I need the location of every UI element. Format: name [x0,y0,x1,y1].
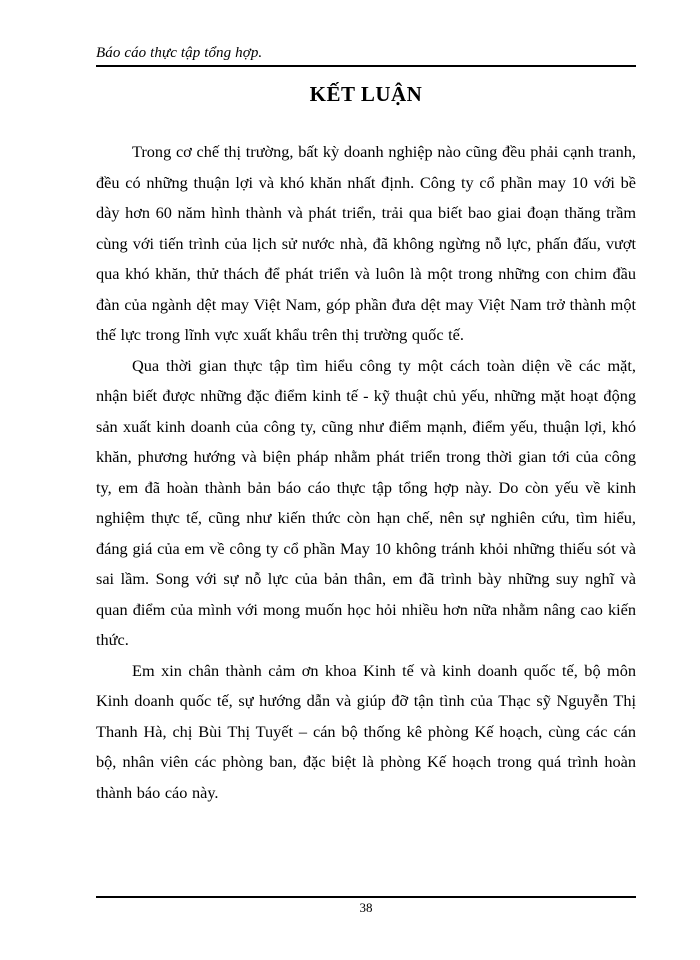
page-number: 38 [359,900,373,915]
header-divider [96,65,636,67]
footer-divider [96,896,636,898]
paragraph-3: Em xin chân thành cảm ơn khoa Kinh tế và kinh doanh quốc tế, bộ môn Kinh doanh quốc tế, sự hướng dẫn và giúp đỡ tận tình của Thạc sỹ Nguyễn Thị Thanh Hà, chị Bùi Thị Tuyết – cán bộ thống kê phòng Kế hoạch, cùng các cán bộ, nhân viên các phòng ban, đặc biệt là phòng Kế hoạch trong quá trình hoàn thành báo cáo này. [96,660,636,802]
body-text [96,137,636,808]
running-header: Báo cáo thực tập tổng hợp. [96,45,263,61]
paragraph-2: Qua thời gian thực tập tìm hiểu công ty một cách toàn diện về các mặt, nhận biết được những đặc điểm kinh tế - kỹ thuật chủ yếu, những mặt hoạt động sản xuất kinh doanh của công ty, cũng như điểm mạnh, điểm yếu, thuận lợi, khó khăn, phương hướng và biện pháp nhằm phát triển trong thời gian tới của công ty, em đã hoàn thành bản báo cáo thực tập tổng hợp này. Do còn yếu về kinh nghiệm thực tế, cũng như kiến thức còn hạn chế, nên sự nghiên cứu, tìm hiểu, đáng giá của em về công ty cổ phần May 10 không tránh khỏi những thiếu sót và sai lầm. Song với sự nỗ lực của bản thân, em đã trình bày những suy nghĩ và quan điểm của mình với mong muốn học hỏi nhiều hơn nữa nhằm nâng cao kiến thức. [96,355,636,649]
page-title: KẾT LUẬN [309,82,423,106]
paragraph-1: Trong cơ chế thị trường, bất kỳ doanh nghiệp nào cũng đều phải cạnh tranh, đều có những thuận lợi và khó khăn nhất định. Công ty cổ phần may 10 với bề dày hơn 60 năm hình thành và phát triển, trải qua biết bao giai đoạn thăng trầm cùng với tiến trình của lịch sử nước nhà, đã không ngừng nỗ lực, phấn đấu, vượt qua khó khăn, thử thách để phát triển và luôn là một trong những con chim đầu đàn của ngành dệt may Việt Nam, góp phần đưa dệt may Việt Nam trở thành một thế lực trong lĩnh vực xuất khẩu trên thị trường quốc tế. [96,142,636,344]
